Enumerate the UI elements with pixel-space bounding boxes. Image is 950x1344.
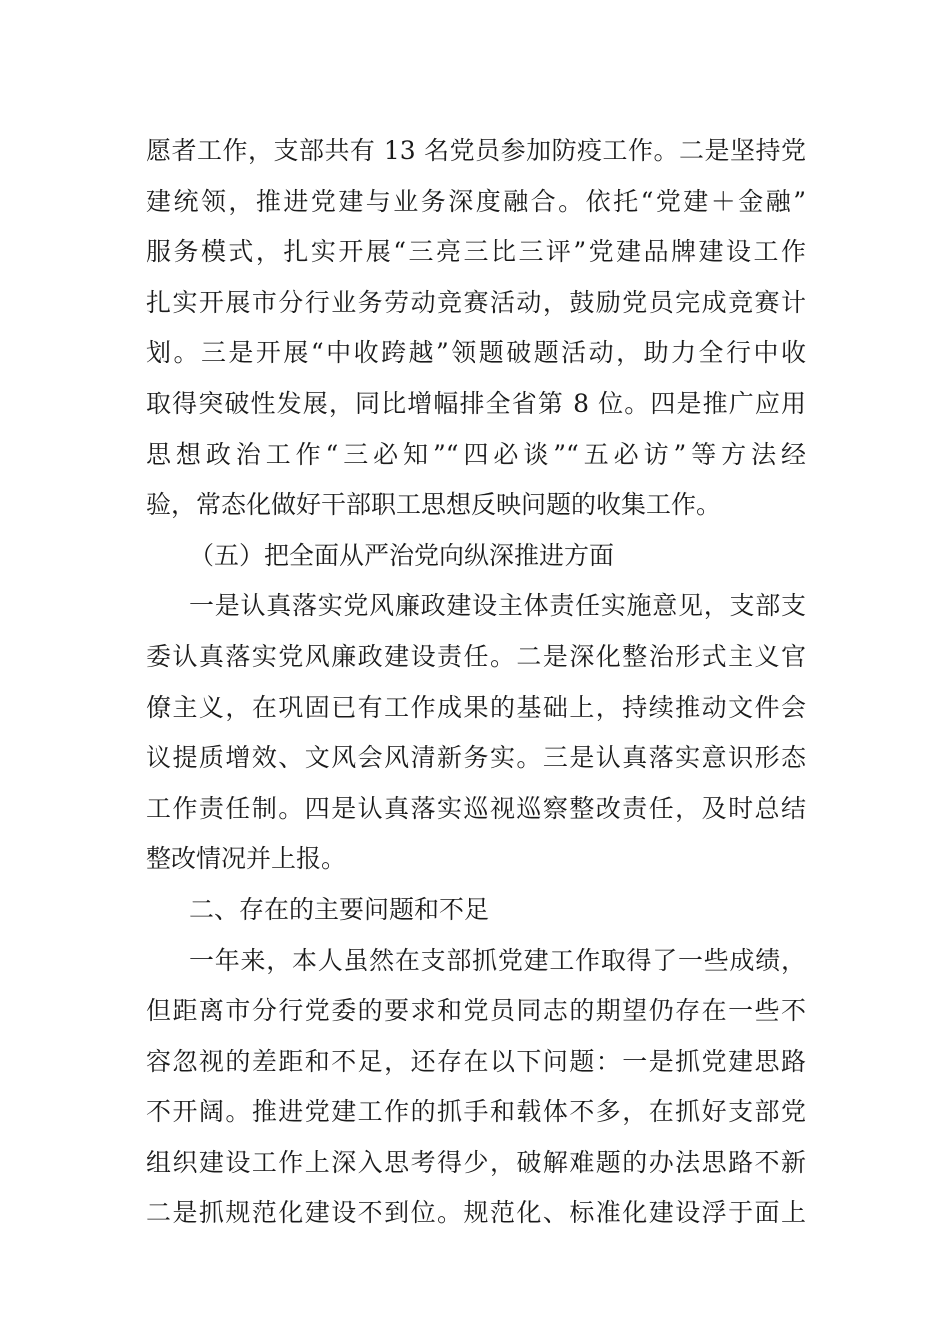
text-line: （五）把全面从严治党向纵深推进方面 <box>189 540 615 570</box>
text-line: 僚主义，在巩固已有工作成果的基础上，持续推动文件会 <box>146 692 806 722</box>
text-line: 服务模式，扎实开展“三亮三比三评”党建品牌建设工作 <box>146 237 806 267</box>
text-line: 议提质增效、文风会风清新务实。三是认真落实意识形态 <box>146 743 806 773</box>
text-line: 不开阔。推进党建工作的抓手和载体不多，在抓好支部党 <box>146 1097 806 1127</box>
text-line: 划。三是开展“中收跨越”领题破题活动，助力全行中收 <box>146 338 806 368</box>
text-line: 容忽视的差距和不足，还存在以下问题：一是抓党建思路 <box>146 1046 806 1076</box>
text-line: 建统领，推进党建与业务深度融合。依托“党建＋金融” <box>146 186 806 216</box>
text-line: 一是认真落实党风廉政建设主体责任实施意见，支部支 <box>189 591 806 621</box>
text-line: 整改情况并上报。 <box>146 844 347 874</box>
text-line: 工作责任制。四是认真落实巡视巡察整改责任，及时总结 <box>146 793 806 823</box>
text-line: 扎实开展市分行业务劳动竞赛活动，鼓励党员完成竞赛计 <box>146 287 806 317</box>
text-line: 一年来，本人虽然在支部抓党建工作取得了一些成绩， <box>189 945 806 975</box>
text-line: 取得突破性发展，同比增幅排全省第 8 位。四是推广应用 <box>146 388 806 418</box>
body-text <box>146 126 806 1239</box>
text-line: 二、存在的主要问题和不足 <box>189 894 490 924</box>
text-line: 愿者工作，支部共有 13 名党员参加防疫工作。二是坚持党 <box>146 136 806 165</box>
text-line: 委认真落实党风廉政建设责任。二是深化整治形式主义官 <box>146 641 806 671</box>
text-line: 但距离市分行党委的要求和党员同志的期望仍存在一些不 <box>146 996 806 1026</box>
text-line: 思想政治工作“三必知”“四必谈”“五必访”等方法经 <box>146 439 806 469</box>
text-line: 组织建设工作上深入思考得少，破解难题的办法思路不新 <box>146 1147 806 1177</box>
text-line: 验，常态化做好干部职工思想反映问题的收集工作。 <box>146 490 722 520</box>
text-line: 二是抓规范化建设不到位。规范化、标准化建设浮于面上 <box>146 1198 806 1228</box>
